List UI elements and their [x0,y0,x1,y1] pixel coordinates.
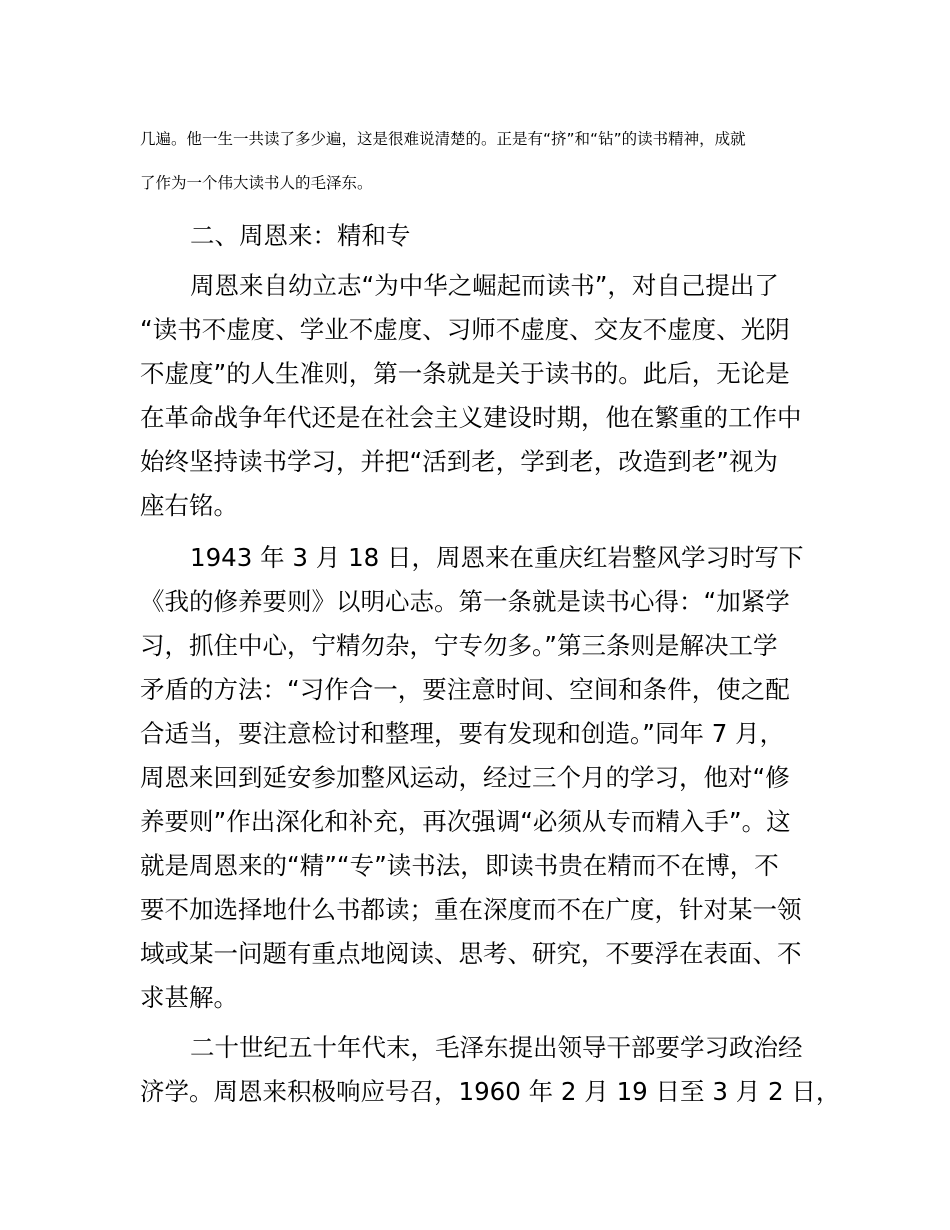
paragraph-2-line-1: 1943 年 3 月 18 日，周恩来在重庆红岩整风学习时写下 [190,543,804,572]
paragraph-2-line-3: 习，抓住中心，宁精勿杂，宁专勿多。”第三条则是解决工学 [140,631,778,660]
paragraph-1-line-6: 座右铭。 [140,491,238,520]
paragraph-1-line-1: 周恩来自幼立志“为中华之崛起而读书”，对自己提出了 [190,271,779,300]
paragraph-2-line-2: 《我的修养要则》以明心志。第一条就是读书心得：“加紧学 [140,587,790,616]
paragraph-1-line-4: 在革命战争年代还是在社会主义建设时期，他在繁重的工作中 [140,403,802,432]
paragraph-1-line-5: 始终坚持读书学习，并把“活到老，学到老，改造到老”视为 [140,447,778,476]
continuation-line-2: 了作为一个伟大读书人的毛泽东。 [140,174,373,192]
section-heading: 二、周恩来：精和专 [190,221,411,250]
paragraph-2-line-11: 求甚解。 [140,983,238,1012]
paragraph-1-line-3: 不虚度”的人生准则，第一条就是关于读书的。此后，无论是 [140,359,790,388]
paragraph-2-line-6: 周恩来回到延安参加整风运动，经过三个月的学习，他对“修 [140,763,790,792]
continuation-line-1: 几遍。他一生一共读了多少遍，这是很难说清楚的。正是有“挤”和“钻”的读书精神，成就 [140,130,746,148]
paragraph-3-line-2: 济学。周恩来积极响应号召，1960 年 2 月 19 日至 3 月 2 日， [140,1077,841,1106]
paragraph-2-line-8: 就是周恩来的“精”“专”读书法，即读书贵在精而不在博，不 [140,851,779,880]
paragraph-2-line-9: 要不加选择地什么书都读；重在深度而不在广度，针对某一领 [140,895,802,924]
paragraph-2-line-4: 矛盾的方法：“习作合一，要注意时间、空间和条件，使之配 [140,675,790,704]
paragraph-2-line-10: 域或某一问题有重点地阅读、思考、研究，不要浮在表面、不 [140,939,802,968]
paragraph-3-line-1: 二十世纪五十年代末，毛泽东提出领导干部要学习政治经 [190,1033,803,1062]
paragraph-2-line-7: 养要则”作出深化和补充，再次强调“必须从专而精入手”。这 [140,807,791,836]
paragraph-2-line-5: 合适当，要注意检讨和整理，要有发现和创造。”同年 7 月， [140,719,785,748]
paragraph-1-line-2: “读书不虚度、学业不虚度、习师不虚度、交友不虚度、光阴 [140,315,790,344]
